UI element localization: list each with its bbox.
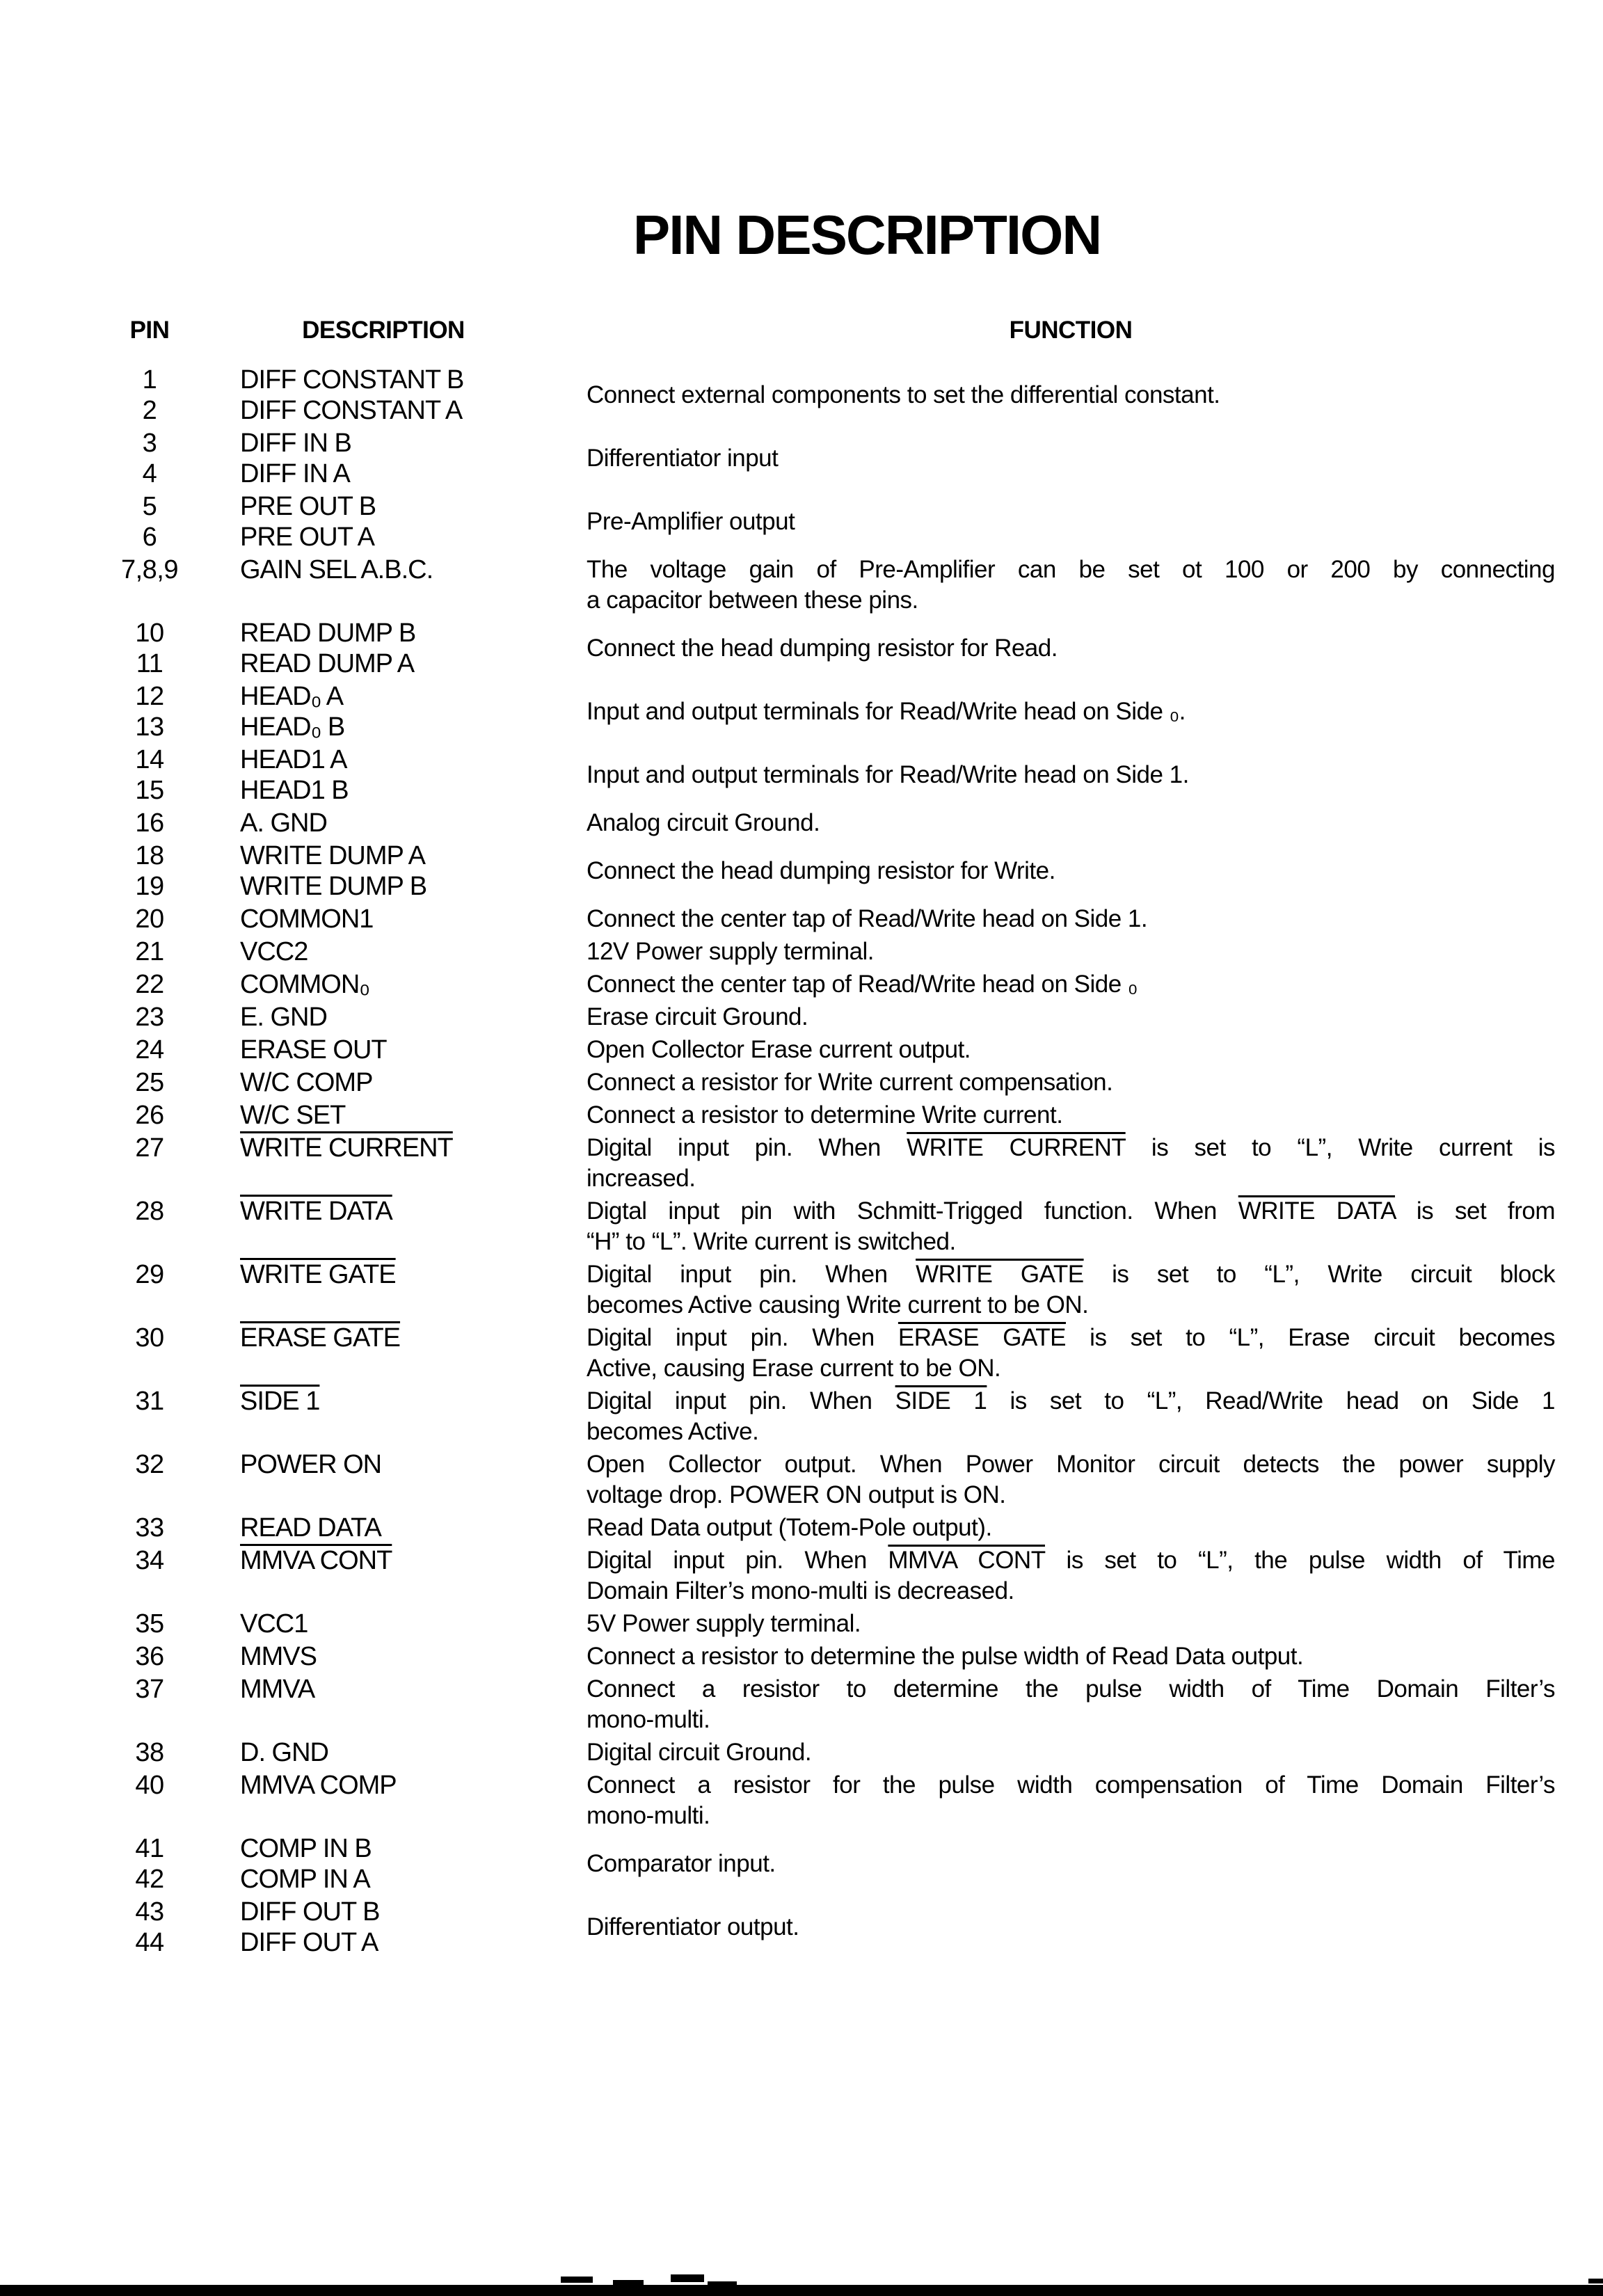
pin-function-cell [587, 904, 1555, 934]
pin-number-column [104, 1449, 195, 1480]
pin-description: DIFF IN A [240, 459, 350, 488]
pin-function-cell [587, 1067, 1555, 1098]
pin-number-column [104, 681, 195, 742]
pin-description-column [240, 1002, 541, 1033]
pin-group [104, 555, 1555, 616]
pin-number-column [104, 1035, 195, 1065]
pin-group [104, 1513, 1555, 1543]
pin-description: MMVA COMP [240, 1771, 397, 1800]
pin-function-line: Comparator input. [587, 1850, 776, 1877]
pin-group [104, 1833, 1555, 1895]
pin-description: W/C COMP [240, 1068, 373, 1097]
pin-description-column [240, 555, 541, 585]
pin-description: COMP IN A [240, 1865, 370, 1894]
pin-function-cell [587, 1323, 1555, 1384]
pin-number-column [104, 618, 195, 679]
pin-group [104, 936, 1555, 967]
pin-group [104, 681, 1555, 742]
pin-number-column [104, 365, 195, 426]
pin-group [104, 1641, 1555, 1672]
pin-group [104, 365, 1555, 426]
pin-number: 18 [135, 841, 164, 870]
pin-number: 25 [135, 1068, 164, 1097]
pin-description: W/C SET [240, 1101, 346, 1130]
pin-function-line: increased. [587, 1165, 696, 1192]
pin-number: 14 [135, 745, 164, 774]
pin-table [104, 365, 1555, 1960]
pin-group [104, 491, 1555, 552]
pin-function-line: Input and output terminals for Read/Write head on Side 1. [587, 761, 1189, 788]
pin-number: 30 [135, 1323, 164, 1353]
pin-description [240, 1133, 541, 1163]
overlined-signal-name: ERASE GATE [898, 1324, 1066, 1351]
pin-description-column [240, 1259, 541, 1290]
pin-description: VCC1 [240, 1609, 308, 1639]
pin-number: 7,8,9 [120, 555, 179, 584]
pin-number: 35 [135, 1609, 164, 1639]
pin-description-column [240, 904, 541, 934]
pin-description: WRITE DUMP B [240, 872, 427, 901]
overlined-signal-name: WRITE GATE [240, 1260, 396, 1289]
pin-number-column [104, 1770, 195, 1801]
pin-number-column [104, 904, 195, 934]
pin-function-cell [587, 555, 1555, 616]
pin-number: 41 [135, 1834, 164, 1863]
pin-description-column [240, 1641, 541, 1672]
pin-function-line: Digtal input pin with Schmitt-Trigged function. When WRITE DATA is set from [587, 1197, 1556, 1225]
pin-function-line: Digital input pin. When WRITE GATE is set to “L”, Write circuit block [587, 1261, 1555, 1288]
pin-number-column [104, 1737, 195, 1768]
pin-description-column [240, 1513, 541, 1543]
pin-number: 3 [142, 429, 157, 458]
pin-function-line: Domain Filter’s mono-multi is decreased. [587, 1577, 1014, 1604]
pin-number: 29 [135, 1260, 164, 1289]
pin-function-line: 5V Power supply terminal. [587, 1610, 861, 1637]
overlined-signal-name: MMVA CONT [888, 1547, 1045, 1574]
pin-description-column [240, 1609, 541, 1639]
pin-function-line: Connect a resistor to determine Write current. [587, 1101, 1063, 1129]
overlined-signal-name: SIDE 1 [895, 1387, 987, 1414]
pin-number-column [104, 1386, 195, 1417]
pin-number: 38 [135, 1738, 164, 1767]
pin-function-line: Connect external components to set the differential constant. [587, 381, 1220, 408]
pin-description-column [240, 491, 541, 552]
pin-function-cell [587, 1849, 1555, 1879]
pin-function-cell [587, 856, 1555, 886]
pin-function-line: Pre-Amplifier output [587, 508, 795, 535]
pin-group [104, 1133, 1555, 1194]
pin-number: 43 [135, 1897, 164, 1927]
pin-description: COMMON₀ [240, 970, 370, 999]
pin-description: D. GND [240, 1738, 328, 1767]
pin-function-cell [587, 1133, 1555, 1194]
pin-description-column [240, 744, 541, 806]
pin-function-cell [587, 696, 1555, 727]
overlined-signal-name: WRITE GATE [916, 1261, 1084, 1288]
pin-description: WRITE DUMP A [240, 841, 425, 870]
pin-number-column [104, 1100, 195, 1131]
pin-number: 2 [142, 396, 157, 425]
pin-number: 44 [135, 1928, 164, 1957]
pin-function-cell [587, 1545, 1555, 1607]
pin-number: 13 [135, 712, 164, 742]
pin-function-line: Read Data output (Totem-Pole output). [587, 1514, 992, 1541]
pin-function-line: Erase circuit Ground. [587, 1003, 808, 1030]
pin-function-line: mono-multi. [587, 1802, 710, 1829]
pin-function-cell [587, 808, 1555, 838]
pin-group [104, 1737, 1555, 1768]
pin-function-cell [587, 1449, 1555, 1510]
pin-function-cell [587, 507, 1555, 537]
pin-number: 27 [135, 1133, 164, 1163]
pin-description: READ DATA [240, 1513, 381, 1542]
pin-description-column [240, 1100, 541, 1131]
pin-number: 19 [135, 872, 164, 901]
pin-function-line: Digital input pin. When WRITE CURRENT is set to “L”, Write current is [587, 1134, 1555, 1161]
pin-function-cell [587, 633, 1555, 664]
overlined-signal-name: MMVA CONT [240, 1546, 392, 1575]
pin-description [240, 1323, 541, 1353]
pin-number: 33 [135, 1513, 164, 1542]
pin-number-column [104, 1609, 195, 1639]
pin-group [104, 1035, 1555, 1065]
pin-description: ERASE OUT [240, 1035, 387, 1065]
pin-description: COMP IN B [240, 1834, 372, 1863]
pin-description: HEAD₀ A [240, 682, 344, 711]
pin-description-column [240, 1035, 541, 1065]
pin-description [240, 1545, 541, 1576]
pin-number: 22 [135, 970, 164, 999]
pin-description: COMMON1 [240, 904, 374, 934]
pin-function-line: Connect the center tap of Read/Write head on Side 1. [587, 905, 1148, 932]
pin-function-line: Connect the head dumping resistor for Read. [587, 635, 1058, 662]
pin-description: DIFF OUT A [240, 1928, 378, 1957]
pin-function-line: Differentiator output. [587, 1913, 799, 1940]
pin-description [240, 1386, 541, 1417]
pin-function-line: Connect a resistor to determine the pulse width of Read Data output. [587, 1643, 1304, 1670]
pin-function-cell [587, 969, 1555, 1000]
table-header-row [0, 314, 1603, 346]
pin-group [104, 1770, 1555, 1831]
pin-function-cell [587, 443, 1555, 474]
pin-description: READ DUMP B [240, 619, 416, 648]
pin-description-column [240, 1196, 541, 1227]
pin-number: 12 [135, 682, 164, 711]
pin-description-column [240, 969, 541, 1000]
pin-group [104, 904, 1555, 934]
scan-noise-smudge [561, 2277, 593, 2283]
pin-description-column [240, 681, 541, 742]
pin-description: POWER ON [240, 1450, 382, 1479]
pin-description-column [240, 936, 541, 967]
pin-description: GAIN SEL A.B.C. [240, 555, 433, 584]
pin-function-line: becomes Active. [587, 1418, 759, 1445]
pin-description-column [240, 1737, 541, 1768]
pin-function-cell [587, 1196, 1555, 1257]
pin-description-column [240, 1674, 541, 1705]
pin-function-cell [587, 1002, 1555, 1033]
pin-description: READ DUMP A [240, 649, 415, 678]
pin-function-line: Digital input pin. When SIDE 1 is set to “L”, Read/Write head on Side 1 [587, 1387, 1555, 1414]
pin-description-column [240, 1133, 541, 1163]
pin-number: 11 [136, 649, 164, 678]
pin-group [104, 808, 1555, 838]
pin-number-column [104, 1897, 195, 1958]
pin-number: 36 [135, 1642, 164, 1671]
pin-group [104, 1067, 1555, 1098]
pin-function-cell [587, 1737, 1555, 1768]
pin-number-column [104, 1196, 195, 1227]
pin-group [104, 1100, 1555, 1131]
pin-function-cell [587, 1770, 1555, 1831]
pin-number-column [104, 1002, 195, 1033]
pin-function-line: Connect the head dumping resistor for Write. [587, 857, 1055, 884]
pin-description [240, 1196, 541, 1227]
pin-number: 26 [135, 1101, 164, 1130]
pin-function-cell [587, 1641, 1555, 1672]
pin-description-column [240, 1449, 541, 1480]
pin-function-line: Connect a resistor for Write current compensation. [587, 1069, 1113, 1096]
pin-description: E. GND [240, 1003, 327, 1032]
pin-number: 32 [135, 1450, 164, 1479]
pin-description-column [240, 1545, 541, 1576]
pin-function-line: Digital input pin. When MMVA CONT is set to “L”, the pulse width of Time [587, 1547, 1555, 1574]
pin-number-column [104, 1641, 195, 1672]
pin-number-column [104, 808, 195, 838]
pin-description-column [240, 1833, 541, 1895]
pin-number: 24 [135, 1035, 164, 1065]
pin-number: 15 [135, 776, 164, 805]
pin-description-column [240, 1323, 541, 1353]
pin-description-column [240, 808, 541, 838]
pin-number-column [104, 491, 195, 552]
pin-number: 16 [135, 808, 164, 838]
pin-description: DIFF OUT B [240, 1897, 380, 1927]
pin-description-column [240, 365, 541, 426]
pin-function-line: mono-multi. [587, 1706, 710, 1733]
page-title: PIN DESCRIPTION [632, 204, 1101, 266]
pin-function-line: 12V Power supply terminal. [587, 938, 875, 965]
pin-function-line: Input and output terminals for Read/Write head on Side ₀. [587, 698, 1186, 725]
pin-number: 23 [135, 1003, 164, 1032]
pin-function-cell [587, 380, 1555, 410]
pin-number: 40 [135, 1771, 164, 1800]
overlined-signal-name: ERASE GATE [240, 1323, 401, 1353]
pin-function-cell [587, 1035, 1555, 1065]
pin-number-column [104, 1513, 195, 1543]
pin-description: HEAD1 A [240, 745, 347, 774]
pin-description: DIFF CONSTANT A [240, 396, 463, 425]
overlined-signal-name: SIDE 1 [240, 1387, 320, 1416]
pin-group [104, 1449, 1555, 1510]
pin-number: 10 [135, 619, 164, 648]
pin-function-line: Analog circuit Ground. [587, 809, 820, 836]
pin-description-column [240, 840, 541, 902]
pin-number-column [104, 969, 195, 1000]
pin-number-column [104, 1833, 195, 1895]
overlined-signal-name: WRITE CURRENT [907, 1134, 1126, 1161]
pin-number: 28 [135, 1197, 164, 1226]
pin-group [104, 428, 1555, 489]
pin-function-cell [587, 1674, 1555, 1735]
pin-description-column [240, 1067, 541, 1098]
pin-function-line: Active, causing Erase current to be ON. [587, 1355, 1001, 1382]
pin-group [104, 840, 1555, 902]
pin-function-line: Digital circuit Ground. [587, 1739, 812, 1766]
pin-number: 6 [142, 523, 157, 552]
pin-description: MMVA [240, 1675, 315, 1704]
pin-function-cell [587, 760, 1555, 790]
pin-group [104, 618, 1555, 679]
pin-number: 5 [142, 492, 157, 521]
pin-function-line: “H” to “L”. Write current is switched. [587, 1228, 956, 1255]
pin-group [104, 1545, 1555, 1607]
pin-description: HEAD1 B [240, 776, 349, 805]
overlined-signal-name: WRITE DATA [1238, 1197, 1396, 1225]
pin-function-cell [587, 1912, 1555, 1943]
pin-number: 21 [135, 937, 164, 966]
pin-number-column [104, 1545, 195, 1576]
pin-number: 1 [142, 365, 157, 394]
pin-number-column [104, 555, 195, 585]
pin-number-column [104, 1067, 195, 1098]
pin-group [104, 1897, 1555, 1958]
pin-number-column [104, 428, 195, 489]
pin-description: MMVS [240, 1642, 317, 1671]
pin-group [104, 1196, 1555, 1257]
pin-function-line: Open Collector output. When Power Monitor circuit detects the power supply [587, 1451, 1555, 1478]
pin-group [104, 1674, 1555, 1735]
pin-group [104, 1609, 1555, 1639]
overlined-signal-name: WRITE CURRENT [240, 1133, 453, 1163]
pin-function-cell [587, 1259, 1555, 1321]
pin-number-column [104, 1323, 195, 1353]
pin-function-line: Digital input pin. When ERASE GATE is set to “L”, Erase circuit becomes [587, 1324, 1555, 1351]
pin-description: HEAD₀ B [240, 712, 345, 742]
column-header-pin: PIN [129, 317, 170, 344]
pin-description-column [240, 1897, 541, 1958]
pin-description: DIFF CONSTANT B [240, 365, 464, 394]
pin-description-column [240, 618, 541, 679]
pin-function-line: a capacitor between these pins. [587, 587, 918, 614]
scan-edge-bar [0, 2285, 1603, 2296]
pin-group [104, 744, 1555, 806]
pin-description-column [240, 1770, 541, 1801]
pin-group [104, 1323, 1555, 1384]
pin-function-line: The voltage gain of Pre-Amplifier can be set ot 100 or 200 by connecting [587, 556, 1555, 583]
pin-number-column [104, 1133, 195, 1163]
column-header-function: FUNCTION [1009, 317, 1133, 344]
pin-function-line: Connect a resistor for the pulse width compensation of Time Domain Filter’s [587, 1771, 1555, 1799]
pin-function-line: Connect the center tap of Read/Write head on Side ₀ [587, 971, 1138, 998]
pin-number-column [104, 936, 195, 967]
pin-function-line: Connect a resistor to determine the pulse width of Time Domain Filter’s [587, 1675, 1555, 1703]
overlined-signal-name: WRITE DATA [240, 1197, 392, 1226]
pin-group [104, 969, 1555, 1000]
pin-number-column [104, 744, 195, 806]
pin-description: VCC2 [240, 937, 308, 966]
pin-group [104, 1002, 1555, 1033]
pin-number: 4 [142, 459, 157, 488]
pin-group [104, 1259, 1555, 1321]
pin-function-cell [587, 936, 1555, 967]
pin-number-column [104, 1674, 195, 1705]
pin-description: DIFF IN B [240, 429, 351, 458]
pin-description: PRE OUT B [240, 492, 376, 521]
pin-function-cell [587, 1513, 1555, 1543]
pin-function-line: Open Collector Erase current output. [587, 1036, 971, 1063]
pin-number: 20 [135, 904, 164, 934]
pin-description: A. GND [240, 808, 327, 838]
pin-number: 37 [135, 1675, 164, 1704]
pin-description-column [240, 1386, 541, 1417]
pin-function-cell [587, 1386, 1555, 1447]
pin-function-line: voltage drop. POWER ON output is ON. [587, 1481, 1006, 1508]
column-header-description: DESCRIPTION [302, 317, 465, 344]
pin-function-cell [587, 1609, 1555, 1639]
pin-function-line: becomes Active causing Write current to be ON. [587, 1291, 1089, 1318]
pin-number-column [104, 1259, 195, 1290]
pin-function-line: Differentiator input [587, 445, 779, 472]
pin-number: 42 [135, 1865, 164, 1894]
pin-group [104, 1386, 1555, 1447]
pin-number: 34 [135, 1546, 164, 1575]
pin-function-cell [587, 1100, 1555, 1131]
pin-description-column [240, 428, 541, 489]
pin-description [240, 1259, 541, 1290]
pin-number-column [104, 840, 195, 902]
pin-description: PRE OUT A [240, 523, 375, 552]
pin-number: 31 [135, 1387, 164, 1416]
